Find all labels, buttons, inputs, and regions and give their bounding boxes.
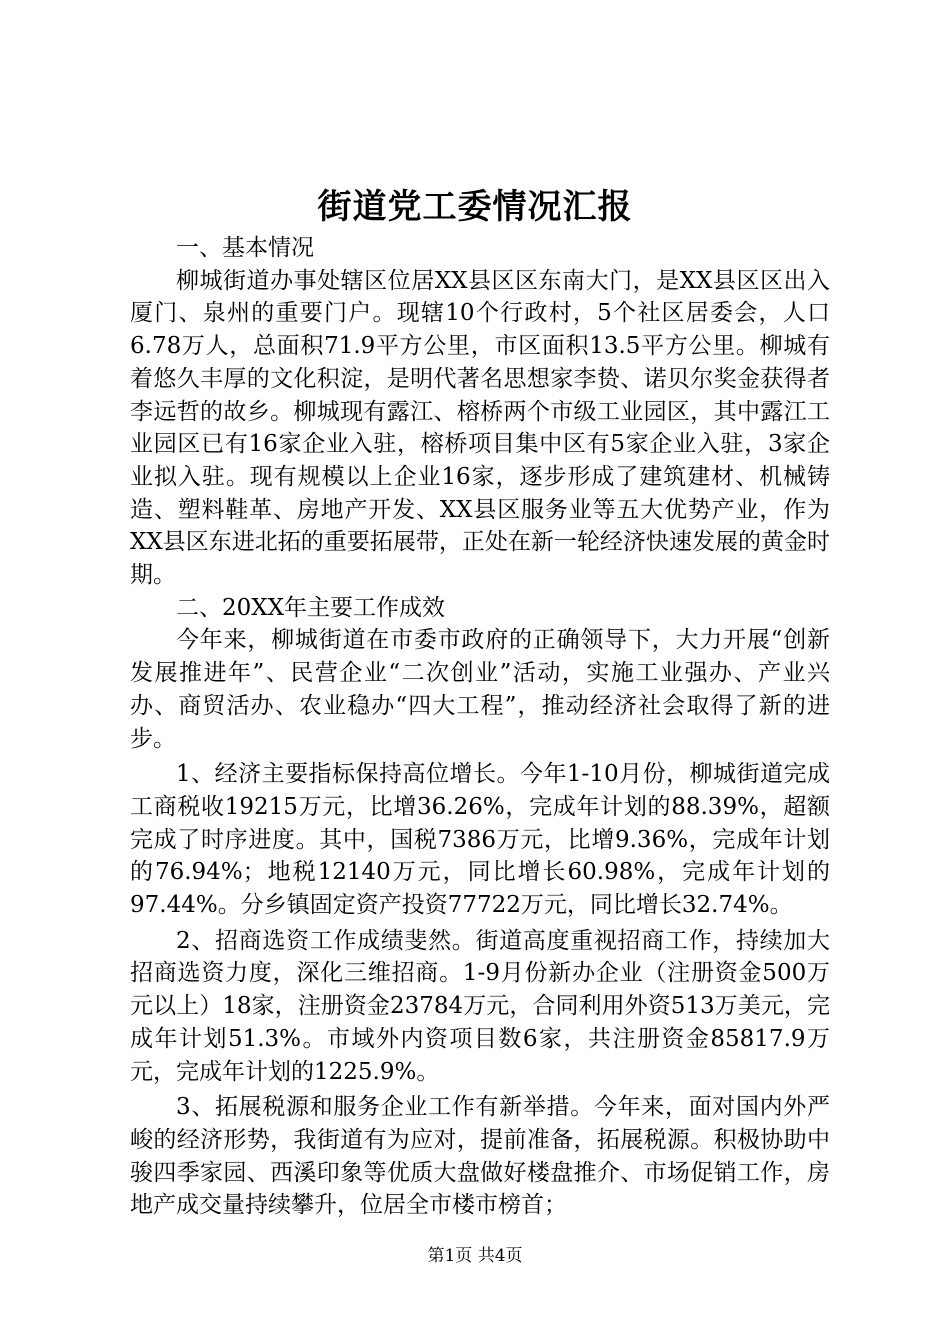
paragraph-item-3: 3、拓展税源和服务企业工作有新举措。今年来，面对国内外严峻的经济形势，我街道有为应对，提前准备，拓展税源。积极协助中骏四季家园、西溪印象等优质大盘做好楼盘推介、市场促销工作，房地产成交量持续攀升，位居全市楼市榜首； bbox=[130, 1094, 830, 1219]
paragraph-basic-info: 柳城街道办事处辖区位居XX县区区东南大门，是XX县区区出入厦门、泉州的重要门户。现辖10个行政村，5个社区居委会，人口6.78万人，总面积71.9平方公里，市区面积13.5平方公里。柳城有着悠久丰厚的文化积淀，是明代著名思想家李贽、诺贝尔奖金获得者李远哲的故乡。柳城现有露江、榕桥两个市级工业园区，其中露江工业园区已有16家企业入驻，榕桥项目集中区有5家企业入驻，3家企业拟入驻。现有规模以上企业16家，逐步形成了建筑建材、机械铸造、塑料鞋革、房地产开发、XX县区服务业等五大优势产业，作为XX县区东进北拓的重要拓展带，正处在新一轮经济快速发展的黄金时期。 bbox=[130, 267, 830, 589]
paragraph-intro: 今年来，柳城街道在市委市政府的正确领导下，大力开展“创新发展推进年”、民营企业“二次创业”活动，实施工业强办、产业兴办、商贸活办、农业稳办“四大工程”，推动经济社会取得了新的进步。 bbox=[130, 627, 830, 752]
paragraph-item-1: 1、经济主要指标保持高位增长。今年1-10月份，柳城街道完成工商税收19215万元，比增36.26%，完成年计划的88.39%，超额完成了时序进度。其中，国税7386万元，比增9.36%，完成年计划的76.94%；地税12140万元，同比增长60.98%，完成年计划的97.44%。分乡镇固定资产投资77722万元，同比增长32.74%。 bbox=[130, 761, 830, 919]
document-title: 街道党工委情况汇报 bbox=[317, 187, 633, 227]
section-heading-basic: 一、基本情况 bbox=[176, 235, 314, 261]
document-body bbox=[130, 232, 830, 1222]
page-number-footer: 第1页 共4页 bbox=[427, 1246, 523, 1266]
section-heading-achievements: 二、20XX年主要工作成效 bbox=[176, 594, 446, 621]
paragraph-item-2: 2、招商选资工作成绩斐然。街道高度重视招商工作，持续加大招商选资力度，深化三维招商。1-9月份新办企业（注册资金500万元以上）18家，注册资金23784万元，合同利用外资513万美元，完成年计划51.3%。市域外内资项目数6家，共注册资金85817.9万元，完成年计划的1225.9%。 bbox=[130, 927, 830, 1085]
